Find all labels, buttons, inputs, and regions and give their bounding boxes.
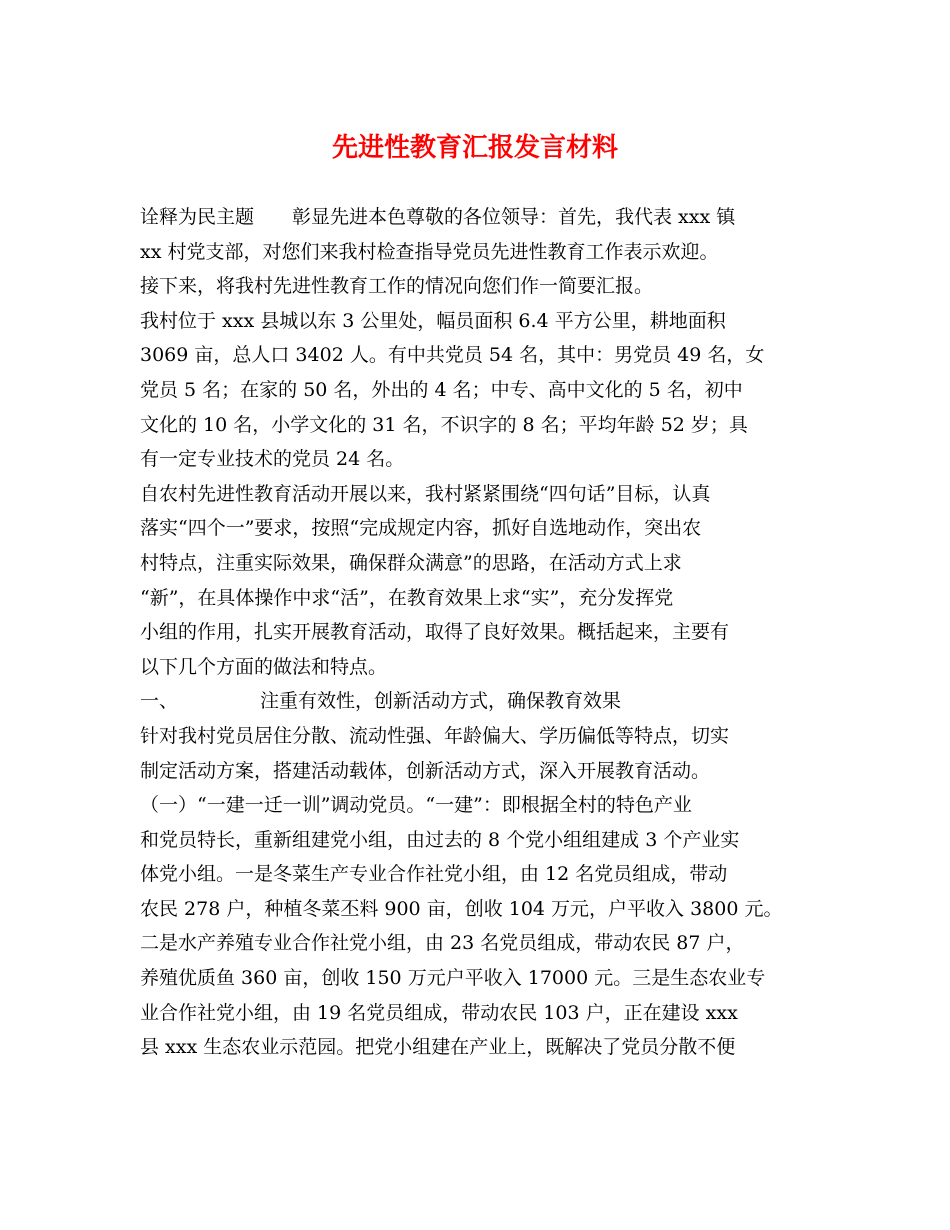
body-line: 文化的 10 名，小学文化的 31 名，不识字的 8 名；平均年龄 52 岁；具 [140,413,748,436]
section-heading-text: 注重有效性，创新活动方式，确保教育效果 [260,690,622,713]
section-heading [140,684,830,719]
body-line: xx 村党支部，对您们来我村检查指导党员先进性教育工作表示欢迎。 [140,240,719,263]
body-line: 县 xxx 生态农业示范园。把党小组建在产业上，既解决了党员分散不便 [140,1036,736,1059]
body-line: 农民 278 户，种植冬菜丕料 900 亩，创收 104 万元，户平收入 3800 元。 [140,897,783,920]
body-line: 体党小组。一是冬菜生产专业合作社党小组，由 12 名党员组成，带动 [140,863,728,886]
body-line: 和党员特长，重新组建党小组，由过去的 8 个党小组组建成 3 个产业实 [140,828,740,851]
body-line: 养殖优质鱼 360 亩，创收 150 万元户平收入 17000 元。三是生态农业专 [140,967,766,990]
body-line: 针对我村党员居住分散、流动性强、年龄偏大、学历偏低等特点，切实 [140,724,730,747]
body-line: 接下来，将我村先进性教育工作的情况向您们作一简要汇报。 [140,275,654,298]
body-line: 落实“四个一”要求，按照“完成规定内容，抓好自选地动作，突出农 [140,517,702,540]
body-line: 二是水产养殖专业合作社党小组，由 23 名党员组成，带动农民 87 户， [140,932,745,955]
body-line: 诠释为民主题 彰显先进本色尊敬的各位领导：首先，我代表 xxx 镇 [140,206,736,228]
body-line: “新”，在具体操作中求“活”，在教育效果上求“实”，充分发挥党 [140,586,674,609]
body-line: 小组的作用，扎实开展教育活动，取得了良好效果。概括起来，主要有 [140,621,730,644]
section-number: 一、 [140,690,179,713]
document-body [140,200,830,1065]
body-line: 以下几个方面的做法和特点。 [140,655,388,678]
body-line: 我村位于 xxx 县城以东 3 公里处，幅员面积 6.4 平方公里，耕地面积 [140,309,726,332]
body-line: 制定活动方案，搭建活动载体，创新活动方式，深入开展教育活动。 [140,759,711,782]
body-line: （一）“一建一迁一训”调动党员。“一建”：即根据全村的特色产业 [140,794,692,817]
body-line: 业合作社党小组，由 19 名党员组成，带动农民 103 户，正在建设 xxx [140,1001,738,1024]
body-line: 3069 亩，总人口 3402 人。有中共党员 54 名，其中：男党员 49 名，女 [140,344,765,367]
document-title: 先进性教育汇报发言材料 [331,133,618,163]
body-line: 有一定专业技术的党员 24 名。 [140,448,405,471]
body-line: 村特点，注重实际效果，确保群众满意”的思路，在活动方式上求 [140,551,682,574]
body-line: 自农村先进性教育活动开展以来，我村紧紧围绕“四句话”目标，认真 [140,482,711,505]
body-line: 党员 5 名；在家的 50 名，外出的 4 名；中专、高中文化的 5 名，初中 [140,378,743,401]
